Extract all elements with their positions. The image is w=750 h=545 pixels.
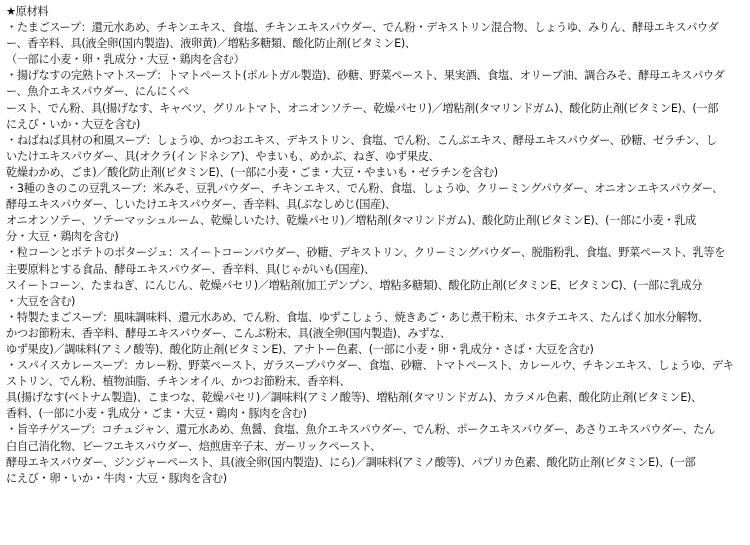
ingredients-heading: ★原材料	[6, 5, 49, 18]
ingredient-line: スイートコーン、たまねぎ、にんじん、乾燥パセリ)／増粘剤(加工デンプン、増粘多糖類)、酸化防止剤(ビタミンE、ビタミンC)、(一部に乳成分	[6, 278, 703, 292]
ingredient-line: （一部に小麦・卵・乳成分・大豆・鶏肉を含む）	[6, 53, 245, 67]
ingredients-body	[6, 20, 746, 487]
ingredient-line: 酵母エキスパウダー、しいたけエキスパウダー、香辛料、具(ぶなしめじ(国産)、	[6, 198, 396, 212]
ingredient-line: ・ねばねば具材の和風スープ：しょうゆ、かつおエキス、デキストリン、食塩、でん粉、こんぶエキス、酵母エキスパウダー、砂糖、ゼラチン、し	[6, 133, 717, 147]
ingredient-line: ー、魚介エキスパウダー、にんにくぺ	[6, 85, 190, 99]
ingredients-document	[6, 4, 746, 487]
ingredient-line: ・旨辛チゲスープ：コチュジャン、還元水あめ、魚醤、食塩、魚介エキスパウダー、でん粉、ポークエキスパウダー、あさりエキスパウダー、たん	[6, 423, 715, 437]
ingredient-line: 香料、(一部に小麦・乳成分・ごま・大豆・鶏肉・豚肉を含む)	[6, 407, 307, 421]
ingredient-line: ・特製たまごスープ：風味調味料、還元水あめ、でん粉、食塩、ゆずこしょう、焼きあご・あじ煮干粉末、ホタテエキス、たんぱく加水分解物、	[6, 310, 709, 324]
ingredient-line: ゆず果皮)／調味料(アミノ酸等)、酸化防止剤(ビタミンE)、アナトー色素、(一部に小麦・卵・乳成分・さば・大豆を含む)	[6, 342, 594, 356]
ingredient-line: 白自己消化物、ビーフエキスパウダー、焙煎唐辛子末、ガーリックペースト、	[6, 439, 381, 453]
ingredient-line: ー、香辛料、具(液全卵(国内製造)、液卵黄)／増粘多糖類、酸化防止剤(ビタミンE)、	[6, 37, 416, 51]
ingredient-line: にえび・いか・大豆を含む)	[6, 117, 141, 131]
ingredient-line: ・揚げなすの完熟トマトスープ：トマトペースト(ポルトガル製造)、砂糖、野菜ペースト、果実酒、食塩、オリーブ油、調合みそ、酵母エキスパウダ	[6, 69, 725, 83]
ingredient-line: ・スパイスカレースープ：カレー粉、野菜ペースト、ガラスープパウダー、食塩、砂糖、トマトペースト、カレールウ、チキンエキス、しょうゆ、デキ	[6, 359, 734, 373]
ingredient-line: ストリン、でん粉、植物油脂、チキンオイル、かつお節粉末、香辛料、	[6, 375, 351, 389]
ingredient-line: 具(揚げなす(ベトナム製造)、こまつな、乾燥パセリ)／調味料(アミノ酸等)、増粘剤(タマリンドガム)、カラメル色素、酸化防止剤(ビタミンE)、	[6, 391, 702, 405]
ingredient-line: ースト、でん粉、具(揚げなす、キャベツ、グリルトマト、オニオンソテー、乾燥パセリ)／増粘剤(タマリンドガム)、酸化防止剤(ビタミンE)、(一部	[6, 101, 719, 115]
ingredient-line: ・3種のきのこの豆乳スープ：米みそ、豆乳パウダー、チキンエキス、でん粉、食塩、しょうゆ、クリーミングパウダー、オニオンエキスパウダー、	[6, 182, 724, 196]
ingredient-line: 分・大豆・鶏肉を含む)	[6, 230, 119, 244]
ingredient-line: 酵母エキスパウダー、ジンジャーペースト、具(液全卵(国内製造)、にら)／調味料(アミノ酸等)、パプリカ色素、酸化防止剤(ビタミンE)、(一部	[6, 455, 696, 469]
ingredient-line: ・たまごスープ：還元水あめ、チキンエキス、食塩、チキンエキスパウダー、でん粉・デキストリン混合物、しょうゆ、みりん、酵母エキスパウダ	[6, 21, 719, 35]
ingredient-line: かつお節粉末、香辛料、酵母エキスパウダー、こんぶ粉末、具(液全卵(国内製造)、みずな、	[6, 326, 451, 340]
ingredient-line: ・大豆を含む)	[6, 294, 76, 308]
ingredient-line: 乾燥わかめ、ごま)／酸化防止剤(ビタミンE)、(一部に小麦・ごま・大豆・やまいも・ゼラチンを含む)	[6, 165, 498, 179]
ingredient-line: いたけエキスパウダー、具(オクラ(インドネシア)、やまいも、めかぶ、ねぎ、ゆず果皮、	[6, 149, 440, 163]
ingredient-line: ・粒コーンとポテトのポタージュ：スイートコーンパウダー、砂糖、デキストリン、クリーミングパウダー、脱脂粉乳、食塩、野菜ペースト、乳等を	[6, 246, 726, 260]
ingredient-line: にえび・卵・いか・牛肉・大豆・豚肉を含む)	[6, 471, 227, 485]
ingredient-line: オニオンソテー、ソテーマッシュルーム、乾燥しいたけ、乾燥パセリ)／増粘剤(タマリンドガム)、酸化防止剤(ビタミンE)、(一部に小麦・乳成	[6, 214, 696, 228]
ingredient-line: 主要原料とする食品、酵母エキスパウダー、香辛料、具(じゃがいも(国産)、	[6, 262, 375, 276]
